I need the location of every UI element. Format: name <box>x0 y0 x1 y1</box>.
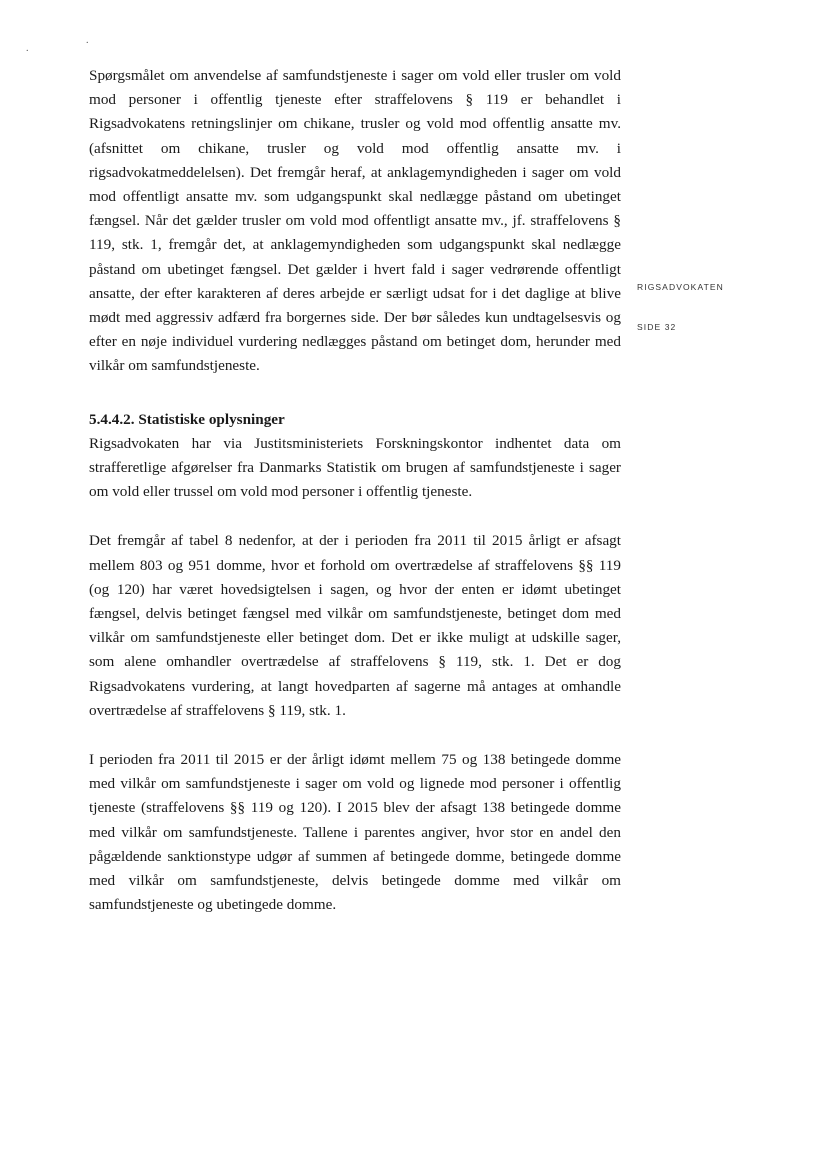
scan-speck: . <box>86 35 89 46</box>
sidebar-organization: RIGSADVOKATEN <box>637 282 724 292</box>
paragraph-samfundstjeneste-vold: Spørgsmålet om anvendelse af samfundstjeneste i sager om vold eller trusler om vold mod personer i offentlig tjeneste efter straffelovens § 119 er behandlet i Rigsadvokatens retningslinjer om chikane, trusler og vold mod offentlig ansatte mv. (afsnittet om chikane, trusler og vold mod offentlig ansatte mv. i rigsadvokatmeddelelsen). Det fremgår heraf, at anklagemyndigheden i sager om vold mod offentligt ansatte mv. som udgangspunkt skal nedlægge påstand om ubetinget fængsel. Når det gælder trusler om vold mod offentligt ansatte mv., jf. straffelovens § 119, stk. 1, fremgår det, at anklagemyndigheden som udgangspunkt skal nedlægge påstand om ubetinget fængsel. Det gælder i hvert fald i sager vedrørende offentligt ansatte, der efter karakteren af deres arbejde er særligt udsat for i det daglige at blive mødt med aggressiv adfærd fra borgernes side. Der bør således kun undtagelsesvis og efter en nøje individuel vurdering nedlægges påstand om betinget dom, herunder med vilkår om samfundstjeneste. <box>89 67 621 375</box>
scan-speck: . <box>26 43 29 54</box>
paragraph-table-8: Det fremgår af tabel 8 nedenfor, at der i perioden fra 2011 til 2015 årligt er afsagt mellem 803 og 951 domme, hvor et forhold om overtrædelse af straffelovens §§ 119 (og 120) har været hovedsigtelsen i sagen, og hvor der enten er idømt ubetinget fængsel, delvis betinget fængsel med vilkår om samfundstjeneste, betinget dom med vilkår om samfundstjeneste eller betinget dom. Det er ikke muligt at udskille sager, som alene omhandler overtrædelse af straffelovens § 119, stk. 1. Det er dog Rigsadvokatens vurdering, at langt hovedparten af sagerne må antages at omhandle overtrædelse af straffelovens § 119, stk. 1. <box>89 532 621 719</box>
section-heading: 5.4.4.2. Statistiske oplysninger <box>89 410 285 428</box>
paragraph-data-source: Rigsadvokaten har via Justitsministeriets Forskningskontor indhentet data om strafferetlige afgørelser fra Danmarks Statistik om brugen af samfundstjeneste i sager om vold eller trussel om vold mod personer i offentlig tjeneste. <box>89 434 621 501</box>
paragraph-conditional-sentences: I perioden fra 2011 til 2015 er der årligt idømt mellem 75 og 138 betingede domme med vilkår om samfundstjeneste i sager om vold og lignede mod personer i offentlig tjeneste (straffelovens §§ 119 og 120). I 2015 blev der afsagt 138 betingede domme med vilkår om samfundstjeneste. Tallene i parentes angiver, hvor stor en andel den pågældende sanktionstype udgør af summen af betingede domme, betingede domme med vilkår om samfundstjeneste, delvis betingede domme med vilkår om samfundstjeneste og ubetingede domme. <box>89 751 621 914</box>
document-body <box>89 64 621 918</box>
page-number: SIDE 32 <box>637 322 677 332</box>
